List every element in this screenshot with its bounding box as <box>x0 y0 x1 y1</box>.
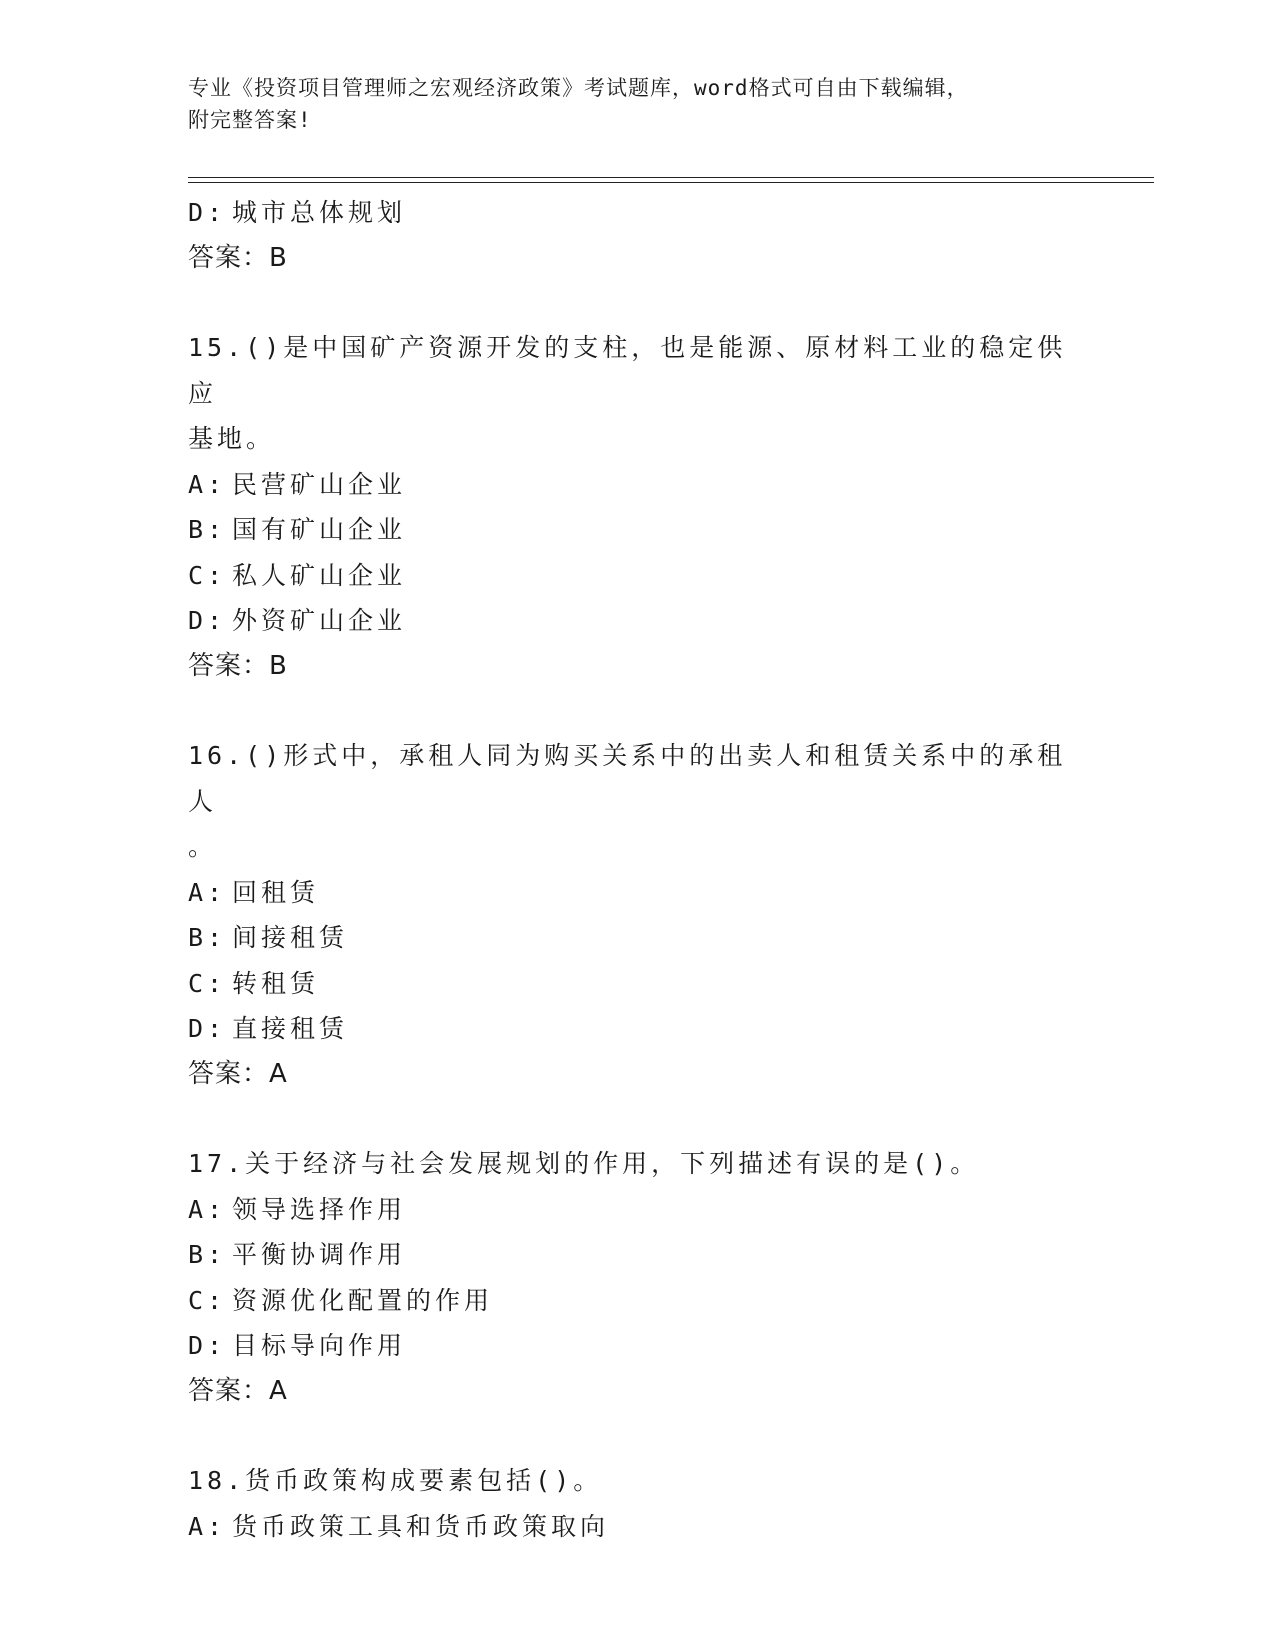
option-letter: B: <box>188 923 227 952</box>
option-text: 国有矿山企业 <box>232 515 407 544</box>
question-stem-line-2: 。 <box>188 832 218 861</box>
option-d <box>188 1323 1088 1369</box>
option-text: 回租赁 <box>232 877 320 907</box>
option-letter: D: <box>188 198 227 227</box>
question-18 <box>188 1458 1088 1549</box>
option-letter: D: <box>188 1331 227 1360</box>
option-letter: C: <box>188 560 227 590</box>
option-text: 间接租赁 <box>232 923 349 952</box>
option-letter: C: <box>188 1285 227 1315</box>
option-a <box>188 462 1088 508</box>
option-b <box>188 507 1088 553</box>
option-letter: B: <box>188 515 227 544</box>
question-stem-line-1: 15.()是中国矿产资源开发的支柱，也是能源、原材料工业的稳定供应 <box>188 333 1067 408</box>
option-text: 转租赁 <box>232 968 320 998</box>
option-letter: D: <box>188 606 227 635</box>
option-letter: A: <box>188 1511 227 1541</box>
header-line-2: 附完整答案! <box>188 108 312 132</box>
question-14-tail <box>188 190 1088 281</box>
option-text: 领导选择作用 <box>232 1194 407 1224</box>
question-stem-line-2: 基地。 <box>188 424 276 453</box>
option-d <box>188 598 1088 644</box>
answer-line: 答案：A <box>188 1375 288 1406</box>
answer-line: 答案：A <box>188 1058 288 1089</box>
question-stem-line-1: 16.()形式中，承租人同为购买关系中的出卖人和租赁关系中的承租人 <box>188 741 1067 816</box>
question-16 <box>188 733 1088 1097</box>
option-letter: C: <box>188 968 227 998</box>
option-letter: A: <box>188 1194 227 1224</box>
question-stem <box>188 325 1068 462</box>
option-text: 资源优化配置的作用 <box>232 1285 494 1315</box>
header-divider-bottom <box>188 182 1154 183</box>
option-text: 目标导向作用 <box>232 1331 407 1360</box>
question-17 <box>188 1141 1088 1414</box>
question-15 <box>188 325 1088 689</box>
option-d <box>188 1006 1088 1052</box>
option-text: 平衡协调作用 <box>232 1240 407 1269</box>
option-letter: D: <box>188 1014 227 1043</box>
option-d <box>188 190 1088 236</box>
question-stem-line-1: 17.关于经济与社会发展规划的作用，下列描述有误的是()。 <box>188 1149 980 1178</box>
option-text: 城市总体规划 <box>232 198 407 227</box>
option-text: 私人矿山企业 <box>232 560 407 590</box>
option-letter: B: <box>188 1240 227 1269</box>
question-content <box>188 190 1088 1549</box>
question-stem <box>188 1458 1068 1504</box>
option-a <box>188 870 1088 916</box>
option-letter: A: <box>188 469 227 499</box>
option-c <box>188 961 1088 1007</box>
option-b <box>188 1232 1088 1278</box>
header-divider-top <box>188 177 1154 178</box>
question-stem-line-1: 18.货币政策构成要素包括()。 <box>188 1466 603 1495</box>
option-text: 直接租赁 <box>232 1014 349 1043</box>
option-c <box>188 1278 1088 1324</box>
header-line-1: 专业《投资项目管理师之宏观经济政策》考试题库，word格式可自由下载编辑， <box>188 76 969 100</box>
document-header <box>188 72 1088 136</box>
option-a <box>188 1504 1088 1550</box>
question-stem <box>188 733 1068 870</box>
option-text: 货币政策工具和货币政策取向 <box>232 1511 610 1541</box>
answer-line: 答案：B <box>188 242 288 273</box>
answer-line: 答案：B <box>188 650 288 681</box>
question-stem <box>188 1141 1068 1187</box>
option-text: 民营矿山企业 <box>232 469 407 499</box>
option-text: 外资矿山企业 <box>232 606 407 635</box>
option-b <box>188 915 1088 961</box>
option-letter: A: <box>188 877 227 907</box>
option-a <box>188 1187 1088 1233</box>
option-c <box>188 553 1088 599</box>
